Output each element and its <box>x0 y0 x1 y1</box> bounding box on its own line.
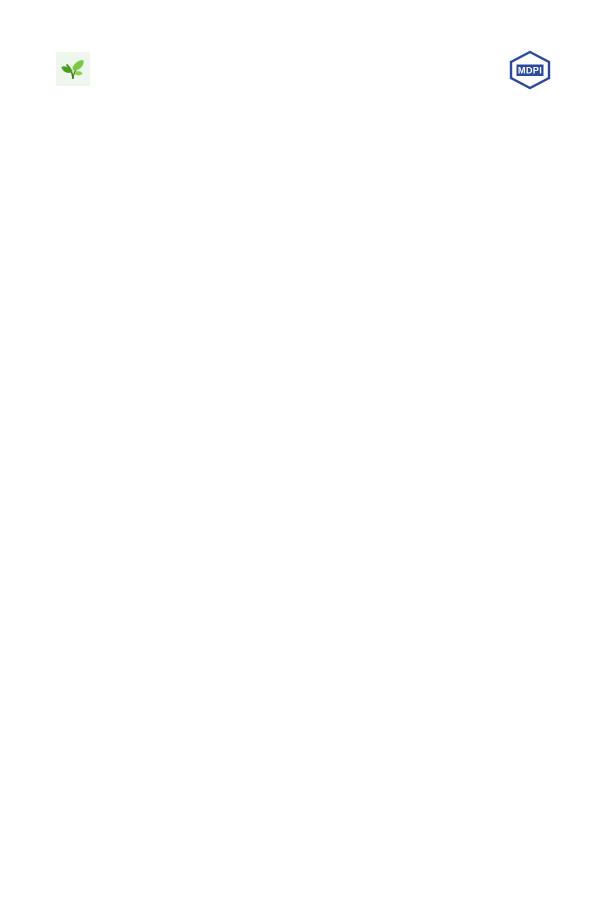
svg-text:MDPI: MDPI <box>517 65 543 76</box>
masthead <box>56 52 552 94</box>
journal-logo[interactable] <box>56 52 97 86</box>
page-footer <box>56 852 552 866</box>
leaf-plant-icon <box>56 52 90 86</box>
mdpi-logo[interactable] <box>508 50 552 90</box>
